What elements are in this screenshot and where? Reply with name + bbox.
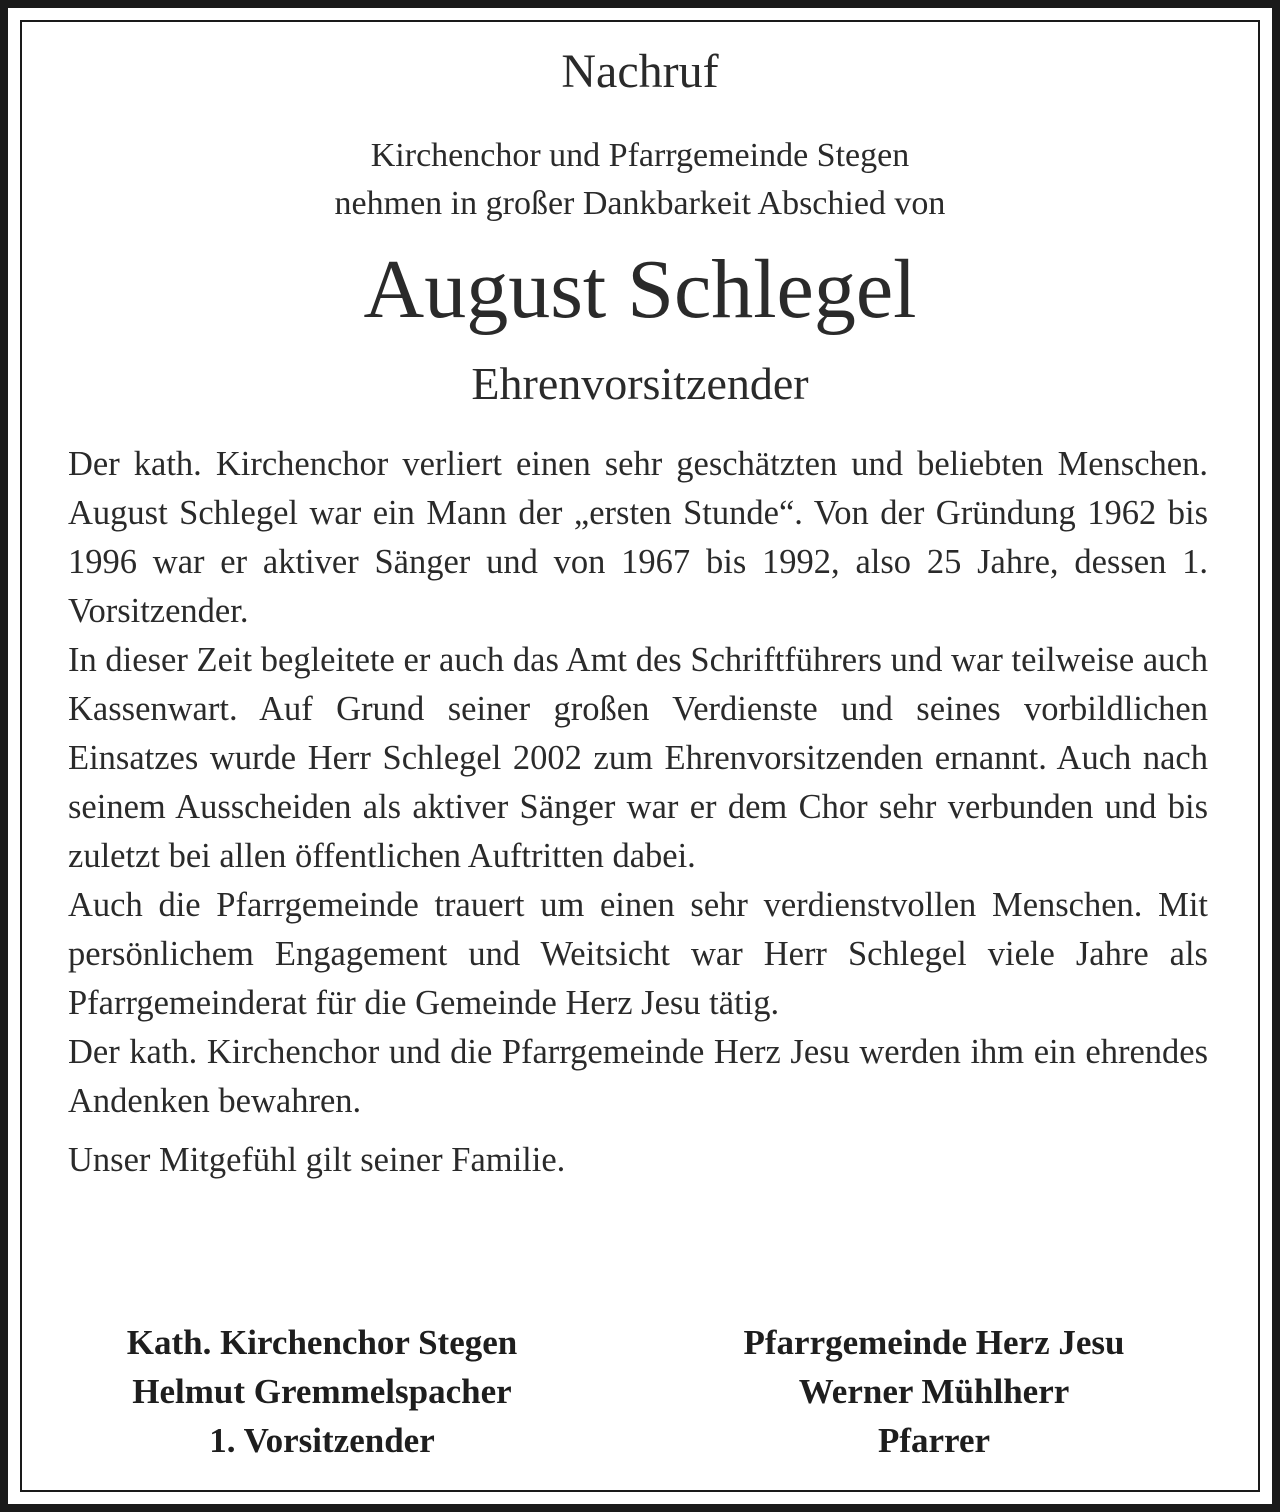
signature-title: Pfarrer: [877, 1421, 991, 1460]
notice-intro: [0, 132, 1280, 228]
signature-title: 1. Vorsitzender: [209, 1421, 435, 1460]
signature-organization: Pfarrgemeinde Herz Jesu: [743, 1323, 1125, 1362]
signature-person: Werner Mühlherr: [798, 1372, 1070, 1411]
notice-body: [68, 440, 1208, 1185]
intro-line: Kirchenchor und Pfarrgemeinde Stegen: [370, 137, 910, 174]
body-paragraph: In dieser Zeit begleitete er auch das Amt des Schriftführers und war teilweise auch Kassenwart. Auf Grund seiner großen Verdienste und seines vorbildlichen Einsatzes wurde Herr Schlegel 2002 zum Ehrenvorsitzenden ernannt. Auch nach seinem Ausscheiden als aktiver Sänger war er dem Chor sehr verbunden und bis zuletzt bei allen öffentlichen Auftritten dabei.: [68, 641, 1208, 875]
signature-right: [674, 1318, 1194, 1465]
signature-organization: Kath. Kirchenchor Stegen: [126, 1323, 518, 1362]
signature-left: [62, 1318, 582, 1465]
intro-line: nehmen in großer Dankbarkeit Abschied von: [334, 185, 946, 222]
deceased-name: August Schlegel: [363, 243, 917, 336]
body-paragraph: Auch die Pfarrgemeinde trauert um einen sehr verdienstvollen Menschen. Mit persönlichem Engagement und Weitsicht war Herr Schlegel viele Jahre als Pfarrgemeinderat für die Gemeinde Herz Jesu tätig.: [68, 886, 1208, 1022]
body-paragraph: Der kath. Kirchenchor und die Pfarrgemeinde Herz Jesu werden ihm ein ehrendes Andenken bewahren.: [68, 1033, 1208, 1120]
body-paragraph: Der kath. Kirchenchor verliert einen sehr geschätzten und beliebten Menschen. August Schlegel war ein Mann der „ersten Stunde“. Von der Gründung 1962 bis 1996 war er aktiver Sänger und von 1967 bis 1992, also 25 Jahre, dessen 1. Vorsitzender.: [68, 445, 1208, 630]
deceased-role: Ehrenvorsitzender: [471, 358, 809, 409]
signature-person: Helmut Gremmelspacher: [132, 1372, 512, 1411]
notice-heading: Nachruf: [561, 45, 719, 98]
closing-line: Unser Mitgefühl gilt seiner Familie.: [68, 1141, 566, 1179]
